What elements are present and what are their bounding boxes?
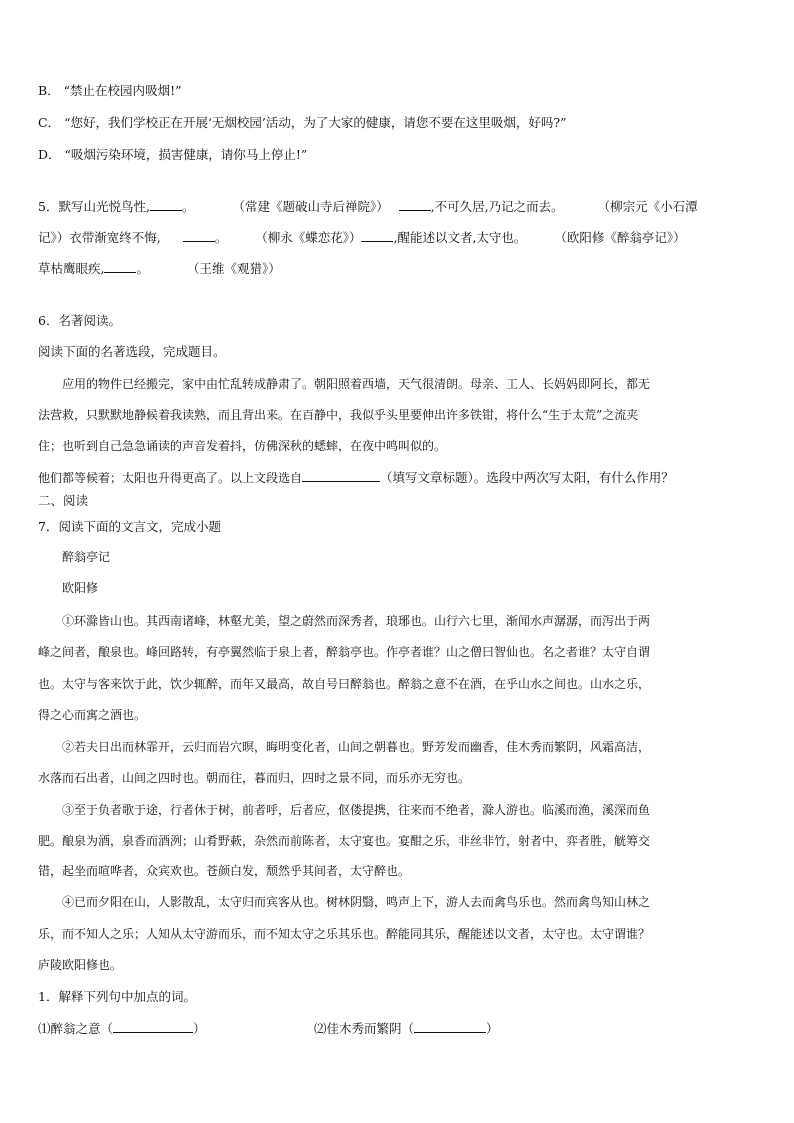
fill-blank[interactable] [414,1019,486,1033]
classical-text-line: 庐陵欧阳修也。 [38,958,123,972]
q5-text: 。 [136,261,149,276]
q6-excerpt-line: 住；也听到自己急急诵读的声音发着抖，仿佛深秋的蟋蟀，在夜中鸣叫似的。 [38,439,447,453]
q6-question-text: 他们都等候着；太阳也升得更高了。以上文段选自 [38,471,303,485]
q5-line-3 [38,259,281,278]
q7-sub-item [314,1019,499,1038]
q5-source: （柳宗元《小石潭 [597,199,698,214]
classical-text-line: ④已而夕阳在山，人影散乱，太守归而宾客从也。树林阴翳，鸣声上下，游人去而禽鸟乐也。然而禽鸟知山林之 [62,895,651,909]
q5-source: （柳永《蝶恋花》） [255,230,362,245]
text-author: 欧阳修 [62,581,99,595]
fill-blank[interactable] [302,468,380,482]
fill-blank[interactable] [113,1019,193,1033]
q7-sub-item [38,1019,206,1038]
classical-text-line: 错，起坐而喧哗者，众宾欢也。苍颜白发，颓然乎其间者，太守醉也。 [38,864,411,878]
option-text: “禁止在校园内吸烟!” [63,83,182,98]
option-letter: B． [38,83,60,98]
option-d [38,146,307,164]
classical-text-line: 肥。酿泉为酒，泉香而酒洌；山肴野蔌，杂然而前陈者，太守宴也。宴酣之乐，非丝非竹，射者中，弈者胜，觥筹交 [38,834,651,848]
text-title: 醉翁亭记 [62,550,111,564]
classical-text-line: ②若夫日出而林霏开，云归而岩穴暝，晦明变化者，山间之朝暮也。野芳发而幽香，佳木秀而繁阴，风霜高洁， [62,740,651,754]
classical-text-line: 乐，而不知人之乐；人知从太守游而乐，而不知太守之乐其乐也。醉能同其乐，醒能述以文者，太守也。太守谓谁？ [38,927,651,941]
q7-title: 7．阅读下面的文言文，完成小题 [38,519,221,534]
fill-blank[interactable] [150,197,182,211]
option-letter: D． [38,147,61,162]
option-text: “您好，我们学校正在开展‘无烟校园’活动，为了大家的健康，请您不要在这里吸烟，好吗?” [64,115,567,130]
q5-text: 记》）衣带渐宽终不悔, [38,230,161,245]
sub-item-text: ） [193,1021,206,1036]
q5-text: 5．默写山光悦鸟性, [38,199,150,214]
option-letter: C． [38,115,61,130]
sub-item-text: ⑵佳木秀而繁阴（ [314,1021,415,1036]
fill-blank[interactable] [399,197,431,211]
q5-line-2 [38,228,686,247]
fill-blank[interactable] [104,259,136,273]
q5-source: （王维《观猎》） [186,261,281,276]
classical-text-line: ③至于负者歌于途，行者休于树，前者呼，后者应，伛偻提携，往来而不绝者，滁人游也。临溪而渔，溪深而鱼 [62,803,651,817]
classical-text-line: ①环滁皆山也。其西南诸峰，林壑尤美，望之蔚然而深秀者，琅琊也。山行六七里，渐闻水声潺潺，而泻出于两 [62,614,651,628]
classical-text-line: 得之心而寓之酒也。 [38,708,147,722]
fill-blank[interactable] [183,228,215,242]
q6-title: 6．名著阅读。 [38,313,121,328]
fill-blank[interactable] [361,228,393,242]
q5-text: ,醒能述以文者,太守也。 [393,230,527,245]
q5-source: （欧阳修《醉翁亭记》） [554,230,686,245]
option-b [38,82,181,100]
q6-question [38,468,674,487]
q5-source: （常建《题破山寺后禅院》） [232,199,389,214]
classical-text-line: 峰之间者，酿泉也。峰回路转，有亭翼然临于泉上者，醉翁亭也。作亭者谁？山之僧曰智仙也。名之者谁？太守自谓 [38,645,651,659]
q7-sub-question: 1．解释下列句中加点的词。 [38,989,196,1004]
q5-text: ,不可久居,乃记之而去。 [430,199,564,214]
option-c [38,114,567,132]
q6-question-text: （填写文章标题）。选段中两次写太阳，有什么作用？ [380,470,674,485]
option-text: “吸烟污染环境，损害健康，请你马上停止!” [64,147,308,162]
q6-excerpt-line: 法营救，只默默地静候着我读熟，而且背出来。在百静中，我似乎头里要伸出许多铁钳，将什么“生于太荒”之流夹 [38,408,639,422]
q5-text: 草枯鹰眼疾, [38,261,105,276]
sub-item-text: ） [486,1021,499,1036]
q5-line-1 [38,197,698,216]
q5-text: 。 [181,199,195,214]
classical-text-line: 水落而石出者，山间之四时也。朝而往，暮而归，四时之景不同，而乐亦无穷也。 [38,771,471,785]
q5-text: 。 [214,230,228,245]
classical-text-line: 也。太守与客来饮于此，饮少辄醉，而年又最高，故自号曰醉翁也。醉翁之意不在酒，在乎山水之间也。山水之乐， [38,677,651,691]
section-heading: 二、阅读 [38,493,89,508]
sub-item-text: ⑴醉翁之意（ [38,1021,114,1036]
q6-instruction: 阅读下面的名著选段，完成题目。 [38,344,226,359]
q6-excerpt-line: 应用的物件已经搬完，家中由忙乱转成静肃了。朝阳照着西墙，天气很清朗。母亲、工人、长妈妈即阿长，都无 [62,377,651,391]
